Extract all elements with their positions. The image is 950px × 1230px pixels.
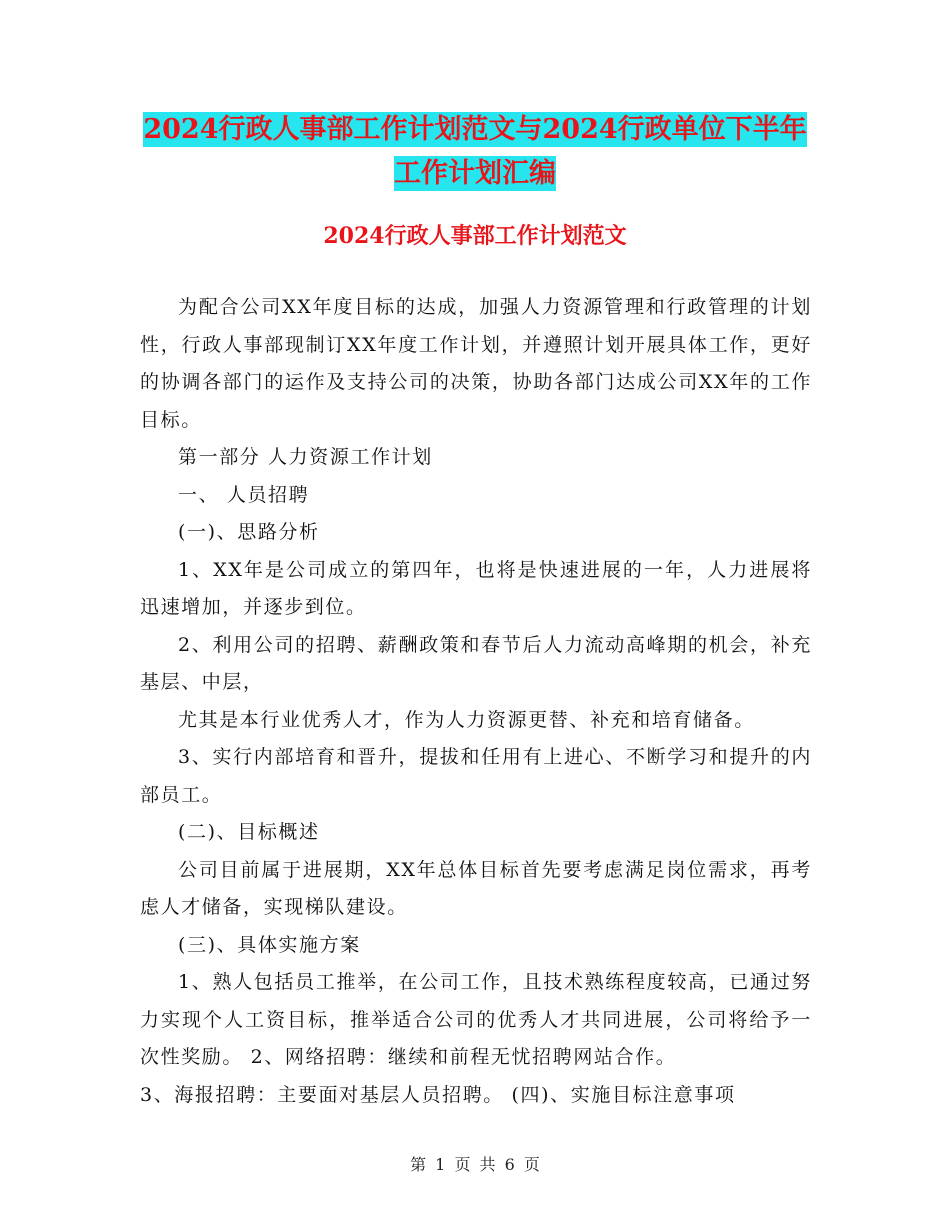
paragraph-item: 1、熟人包括员工推举，在公司工作，且技术熟练程度较高，已通过努力实现个人工资目标，推举适合公司的优秀人才共同进展，公司将给予一次性奖励。 2、网络招聘：继续和前程无忧招聘网站合作。 xyxy=(140,971,812,1068)
paragraph-item: 1、XX年是公司成立的第四年，也将是快速进展的一年，人力进展将迅速增加，并逐步到位。 xyxy=(140,558,812,618)
paragraph-subheading: (一)、思路分析 xyxy=(178,521,320,543)
paragraph-item: 尤其是本行业优秀人才，作为人力资源更替、补充和培育储备。 xyxy=(178,708,755,731)
paragraph-intro: 为配合公司XX年度目标的达成，加强人力资源管理和行政管理的计划性，行政人事部现制订XX年度工作计划，并遵照计划开展具体工作，更好的协调各部门的运作及支持公司的决策，协助各部门达成公司XX年的工作目标。 xyxy=(140,296,812,431)
page-number-footer: 第 1 页 共 6 页 xyxy=(410,1155,540,1174)
paragraph-part-heading: 第一部分 人力资源工作计划 xyxy=(178,446,433,468)
title-highlight: 工作计划汇编 xyxy=(394,158,556,189)
paragraph-subheading: (二)、目标概述 xyxy=(178,821,320,843)
document-title-line-1 xyxy=(0,108,950,152)
paragraph-item: 公司目前属于进展期，XX年总体目标首先要考虑满足岗位需求，再考虑人才储备，实现梯队建设。 xyxy=(140,858,812,918)
section-title: 2024行政人事部工作计划范文 xyxy=(323,223,627,249)
paragraph-subheading: (三)、具体实施方案 xyxy=(178,933,361,956)
paragraph-item: 2、利用公司的招聘、薪酬政策和春节后人力流动高峰期的机会，补充基层、中层， xyxy=(140,633,812,693)
paragraph-item: 3、海报招聘：主要面对基层人员招聘。 (四)、实施目标注意事项 xyxy=(140,1083,736,1106)
document-title-line-2 xyxy=(0,152,950,196)
title-highlight: 2024行政人事部工作计划范文与2024行政单位下半年 xyxy=(143,114,807,145)
paragraph-section-heading: 一、 人员招聘 xyxy=(178,483,310,506)
paragraph-item: 3、实行内部培育和晋升，提拔和任用有上进心、不断学习和提升的内部员工。 xyxy=(140,746,812,806)
document-body xyxy=(140,289,812,1114)
